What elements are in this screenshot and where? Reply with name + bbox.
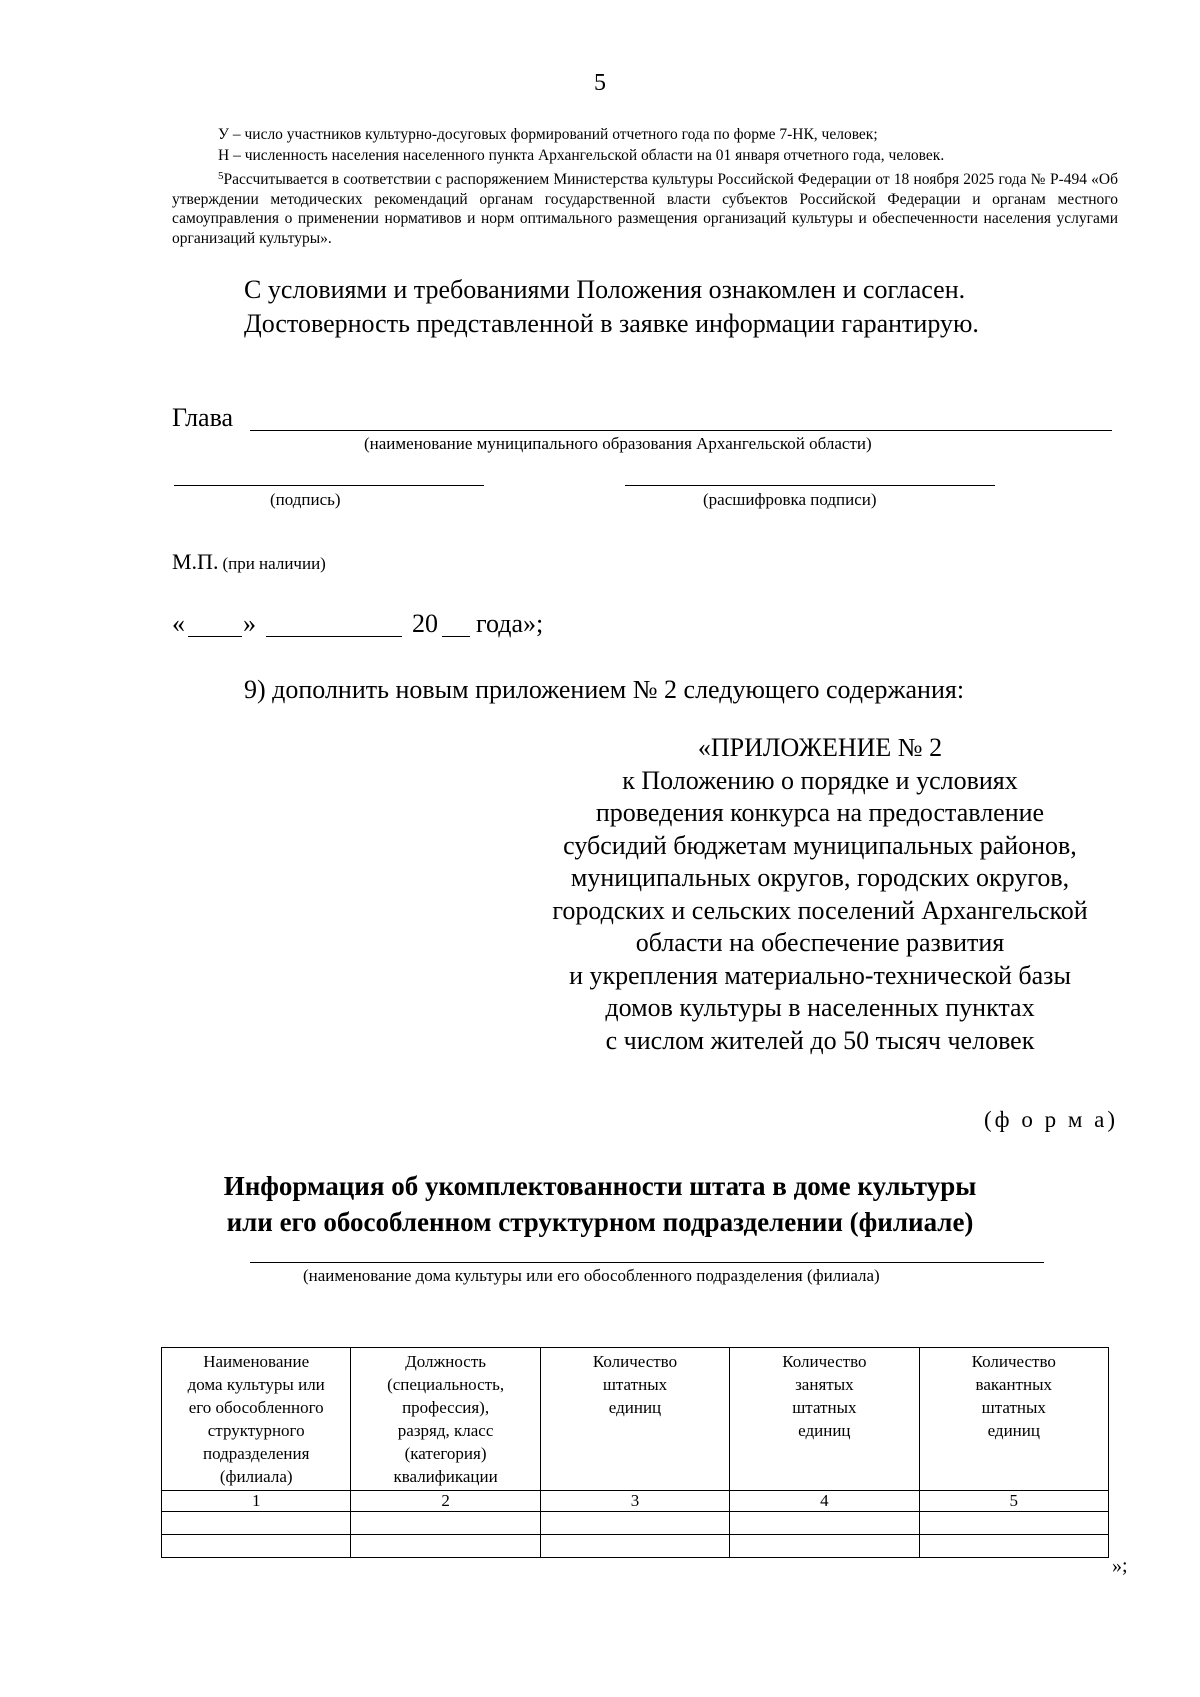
appendix-header-line: области на обеспечение развития [635, 928, 1005, 957]
head-label: Глава [172, 403, 234, 432]
table-header-row [162, 1348, 1109, 1491]
footnote-5-mark: 5 [218, 170, 224, 182]
header-text: штатных [792, 1398, 857, 1417]
staffing-table [161, 1347, 1109, 1558]
table-cell [162, 1512, 351, 1535]
statement-line-1: С условиями и требованиями Положения ознакомлен и согласен. [244, 275, 966, 304]
header-text: Наименование [203, 1352, 310, 1371]
table-cell [351, 1512, 540, 1535]
appendix-header-line: с числом жителей до 50 тысяч человек [605, 1025, 1035, 1055]
appendix-header [500, 732, 1140, 1057]
table-row [162, 1535, 1109, 1558]
header-text: (специальность, [387, 1375, 505, 1394]
footnote-5 [172, 167, 1118, 248]
table-row [162, 1512, 1109, 1535]
municipality-caption: (наименование муниципального образования Архангельской области) [364, 434, 872, 453]
appendix-header-line: муниципальных округов, городских округов, [570, 863, 1070, 892]
column-number: 4 [730, 1491, 919, 1512]
table-cell [540, 1535, 729, 1558]
header-text: Количество [782, 1352, 867, 1371]
signature-decode-line [625, 485, 995, 486]
institution-name-line [250, 1262, 1044, 1263]
header-cell-staff-units [540, 1348, 729, 1491]
table-cell [730, 1512, 919, 1535]
header-text: единиц [608, 1398, 662, 1417]
date-close-quote: » [243, 609, 256, 638]
table-cell [730, 1535, 919, 1558]
appendix-header-line: и укрепления материально-технической базы [569, 960, 1071, 990]
header-text: вакантных [975, 1375, 1052, 1394]
header-cell-institution [162, 1348, 351, 1491]
form-label: (ф о р м а) [984, 1107, 1118, 1132]
table-cell [919, 1535, 1108, 1558]
form-title [0, 1168, 1200, 1240]
column-number: 5 [919, 1491, 1108, 1512]
date-year-suffix: года»; [476, 609, 544, 638]
appendix-header-line: домов культуры в населенных пунктах [605, 993, 1035, 1022]
table-cell [540, 1512, 729, 1535]
appendix-header-line: проведения конкурса на предоставление [595, 798, 1045, 827]
form-title-line-2: или его обособленном структурном подразделении (филиале) [226, 1207, 974, 1237]
closing-mark: »; [1112, 1555, 1128, 1577]
table-cell [919, 1512, 1108, 1535]
header-text: разряд, класс [397, 1421, 494, 1440]
header-text: штатных [981, 1398, 1046, 1417]
institution-caption: (наименование дома культуры или его обособленного подразделения (филиала) [303, 1266, 880, 1285]
header-text: Количество [971, 1352, 1056, 1371]
appendix-header-line: субсидий бюджетам муниципальных районов, [563, 830, 1077, 860]
header-text: штатных [602, 1375, 668, 1394]
column-number: 1 [162, 1491, 351, 1512]
header-text: дома культуры или [187, 1375, 325, 1394]
header-text: квалификации [393, 1467, 498, 1486]
signature-caption: (подпись) [270, 490, 341, 509]
appendix-header-line: к Положению о порядке и условиях [622, 765, 1018, 795]
header-cell-position [351, 1348, 540, 1491]
header-cell-occupied-units [730, 1348, 919, 1491]
header-text: единиц [798, 1421, 851, 1440]
signature-line [174, 485, 484, 486]
header-text: подразделения [202, 1444, 310, 1463]
header-text: (категория) [404, 1444, 487, 1463]
amendment-text: 9) дополнить новым приложением № 2 следующего содержания: [244, 675, 965, 704]
statement-line-2: Достоверность представленной в заявке информации гарантирую. [244, 309, 979, 338]
date-month-line [266, 636, 402, 637]
date-year-prefix: 20 [412, 609, 438, 638]
header-text: Количество [592, 1352, 678, 1371]
date-day-line [188, 636, 242, 637]
municipality-name-line [250, 430, 1112, 431]
footnote-n-definition: Н – численность населения населенного пункта Архангельской области на 01 января отчетного года, человек. [218, 147, 945, 164]
seal-note: (при наличии) [222, 554, 326, 573]
header-text: структурного [207, 1421, 305, 1440]
header-text: Должность [405, 1352, 487, 1371]
footnote-5-text: Рассчитывается в соответствии с распоряжением Министерства культуры Российской Федерации от 18 ноября 2025 года № Р-494 «Об утверждении методических рекомендаций органам государственной власти субъектов Российской Федерации и органам местного самоуправления о применении нормативов и норм оптимального размещения организаций культуры и обеспеченности населения услугами организаций культуры». [172, 171, 1118, 247]
seal [172, 549, 326, 575]
date-year-line [442, 636, 470, 637]
column-number: 2 [351, 1491, 540, 1512]
footnote-u-definition: У – число участников культурно-досуговых формирований отчетного года по форме 7-НК, человек; [218, 126, 878, 143]
column-number: 3 [540, 1491, 729, 1512]
appendix-header-line: «ПРИЛОЖЕНИЕ № 2 [697, 733, 943, 762]
signature-decode-caption: (расшифровка подписи) [703, 490, 877, 509]
header-text: занятых [795, 1375, 854, 1394]
table-cell [351, 1535, 540, 1558]
table-cell [162, 1535, 351, 1558]
header-text: единиц [987, 1421, 1040, 1440]
appendix-header-line: городских и сельских поселений Архангельской [552, 895, 1088, 925]
header-cell-vacant-units [919, 1348, 1108, 1491]
header-text: профессия), [402, 1398, 490, 1417]
header-text: его обособленного [188, 1398, 324, 1417]
date-open-quote: « [172, 609, 185, 638]
form-title-line-1: Информация об укомплектованности штата в доме культуры [223, 1171, 977, 1201]
table-number-row [162, 1491, 1109, 1512]
header-text: (филиала) [219, 1467, 293, 1486]
page-number: 5 [594, 70, 606, 96]
seal-label: М.П. [172, 549, 219, 574]
